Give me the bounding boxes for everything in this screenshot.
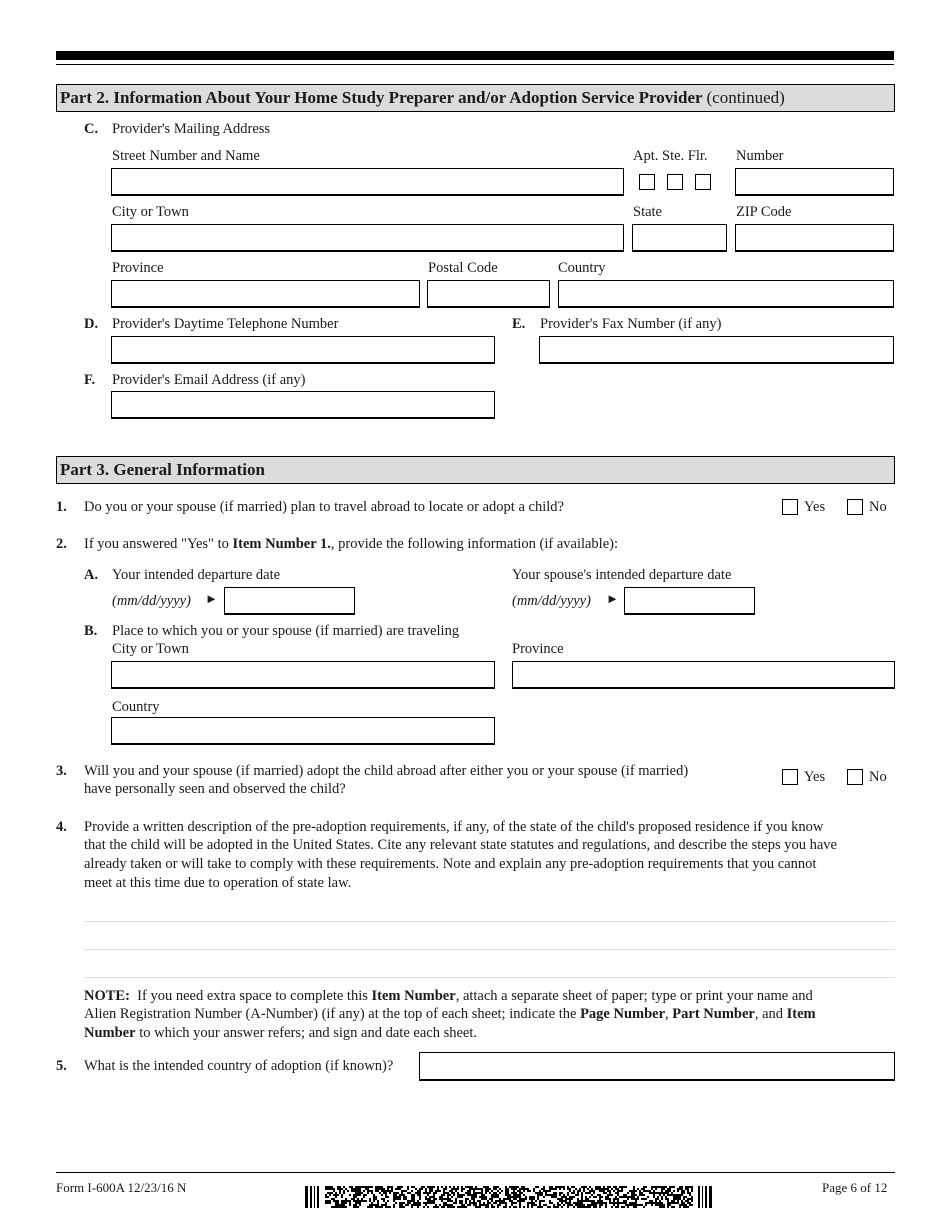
q2a-label: Your intended departure date [112, 567, 281, 583]
city-label: City or Town [112, 204, 189, 220]
number-label: Number [736, 148, 784, 164]
q1-no-label: No [869, 499, 887, 515]
item-c-label: Provider's Mailing Address [112, 121, 271, 137]
item-e-letter: E. [512, 316, 526, 332]
top-rule-thin [56, 64, 894, 65]
q5-number: 5. [56, 1058, 67, 1074]
arrow-icon: ► [606, 591, 619, 606]
item-e-label: Provider's Fax Number (if any) [540, 316, 722, 332]
q4-number: 4. [56, 819, 67, 835]
answer-line[interactable] [84, 977, 895, 978]
q1-yes-checkbox[interactable] [782, 499, 798, 515]
travel-country-label: Country [112, 699, 160, 715]
part2-continued: (continued) [706, 88, 785, 107]
apt-number-input[interactable] [735, 168, 894, 196]
q4-line4: meet at this time due to operation of state law. [84, 875, 352, 891]
q2b-letter: B. [84, 623, 98, 639]
street-label: Street Number and Name [112, 148, 260, 164]
page-number: Page 6 of 12 [822, 1180, 888, 1195]
country-label: Country [558, 260, 606, 276]
zip-label: ZIP Code [736, 204, 792, 220]
city-input[interactable] [111, 224, 624, 252]
departure-date-input[interactable] [224, 587, 355, 615]
note-line2: Alien Registration Number (A-Number) (if any) at the top of each sheet; indicate the Page Number, Part Number, and Item [84, 1006, 816, 1022]
state-select[interactable] [632, 224, 727, 252]
travel-city-input[interactable] [111, 661, 495, 689]
q2b-label: Place to which you or your spouse (if married) are traveling [112, 623, 460, 639]
travel-city-label: City or Town [112, 641, 189, 657]
part3-header [56, 456, 895, 484]
country-input[interactable] [558, 280, 894, 308]
barcode-icon [305, 1186, 712, 1208]
footer-rule [56, 1172, 895, 1173]
q2-number: 2. [56, 536, 67, 552]
note-line1: NOTE: If you need extra space to complete this Item Number, attach a separate sheet of paper; type or print your name and [84, 988, 813, 1004]
street-input[interactable] [111, 168, 624, 196]
postal-code-input[interactable] [427, 280, 550, 308]
postal-label: Postal Code [428, 260, 498, 276]
apt-ste-flr-label: Apt. Ste. Flr. [633, 148, 708, 164]
daytime-phone-input[interactable] [111, 336, 495, 364]
province-input[interactable] [111, 280, 420, 308]
adoption-country-input[interactable] [419, 1052, 895, 1081]
answer-line[interactable] [84, 921, 895, 922]
q1-text: Do you or your spouse (if married) plan to travel abroad to locate or adopt a child? [84, 499, 564, 515]
spouse-departure-label: Your spouse's intended departure date [512, 567, 732, 583]
travel-province-label: Province [512, 641, 564, 657]
part2-title: Part 2. Information About Your Home Study Preparer and/or Adoption Service Provider [60, 88, 703, 107]
q3-yes-checkbox[interactable] [782, 769, 798, 785]
email-input[interactable] [111, 391, 495, 419]
answer-line[interactable] [84, 949, 895, 950]
note-line3: Number to which your answer refers; and sign and date each sheet. [84, 1025, 477, 1041]
item-d-label: Provider's Daytime Telephone Number [112, 316, 339, 332]
q1-number: 1. [56, 499, 67, 515]
form-id: Form I-600A 12/23/16 N [56, 1180, 187, 1195]
q3-number: 3. [56, 763, 67, 779]
top-rule-thick [56, 51, 894, 60]
arrow-icon: ► [205, 591, 218, 606]
flr-checkbox[interactable] [695, 174, 711, 190]
item-d-letter: D. [84, 316, 99, 332]
travel-province-input[interactable] [512, 661, 895, 689]
q2-text: If you answered "Yes" to Item Number 1., provide the following information (if available): [84, 536, 619, 552]
part2-header [56, 84, 895, 112]
spouse-date-format: (mm/dd/yyyy) [512, 593, 591, 609]
spouse-departure-date-input[interactable] [624, 587, 755, 615]
q1-yes-label: Yes [804, 499, 826, 515]
q4-line2: that the child will be adopted in the United States. Cite any relevant state statutes and regulations, and describe the steps you have [84, 837, 837, 853]
q3-no-checkbox[interactable] [847, 769, 863, 785]
travel-country-input[interactable] [111, 717, 495, 745]
item-c-letter: C. [84, 121, 99, 137]
q3-no-label: No [869, 769, 887, 785]
q3-yes-label: Yes [804, 769, 826, 785]
q1-no-checkbox[interactable] [847, 499, 863, 515]
item-f-label: Provider's Email Address (if any) [112, 372, 306, 388]
fax-input[interactable] [539, 336, 894, 364]
q4-line1: Provide a written description of the pre-adoption requirements, if any, of the state of the child's proposed residence if you know [84, 819, 824, 835]
part3-title: Part 3. General Information [60, 460, 265, 479]
q2a-letter: A. [84, 567, 99, 583]
q5-text: What is the intended country of adoption (if known)? [84, 1058, 394, 1074]
q3-line2: have personally seen and observed the child? [84, 781, 346, 797]
q3-line1: Will you and your spouse (if married) adopt the child abroad after either you or your spouse (if married) [84, 763, 689, 779]
state-label: State [633, 204, 662, 220]
ste-checkbox[interactable] [667, 174, 683, 190]
apt-checkbox[interactable] [639, 174, 655, 190]
departure-date-format: (mm/dd/yyyy) [112, 593, 191, 609]
zip-input[interactable] [735, 224, 894, 252]
province-label: Province [112, 260, 164, 276]
q4-line3: already taken or will take to comply with these requirements. Note and explain any pre-adoption requirements that you cannot [84, 856, 817, 872]
item-f-letter: F. [84, 372, 96, 388]
